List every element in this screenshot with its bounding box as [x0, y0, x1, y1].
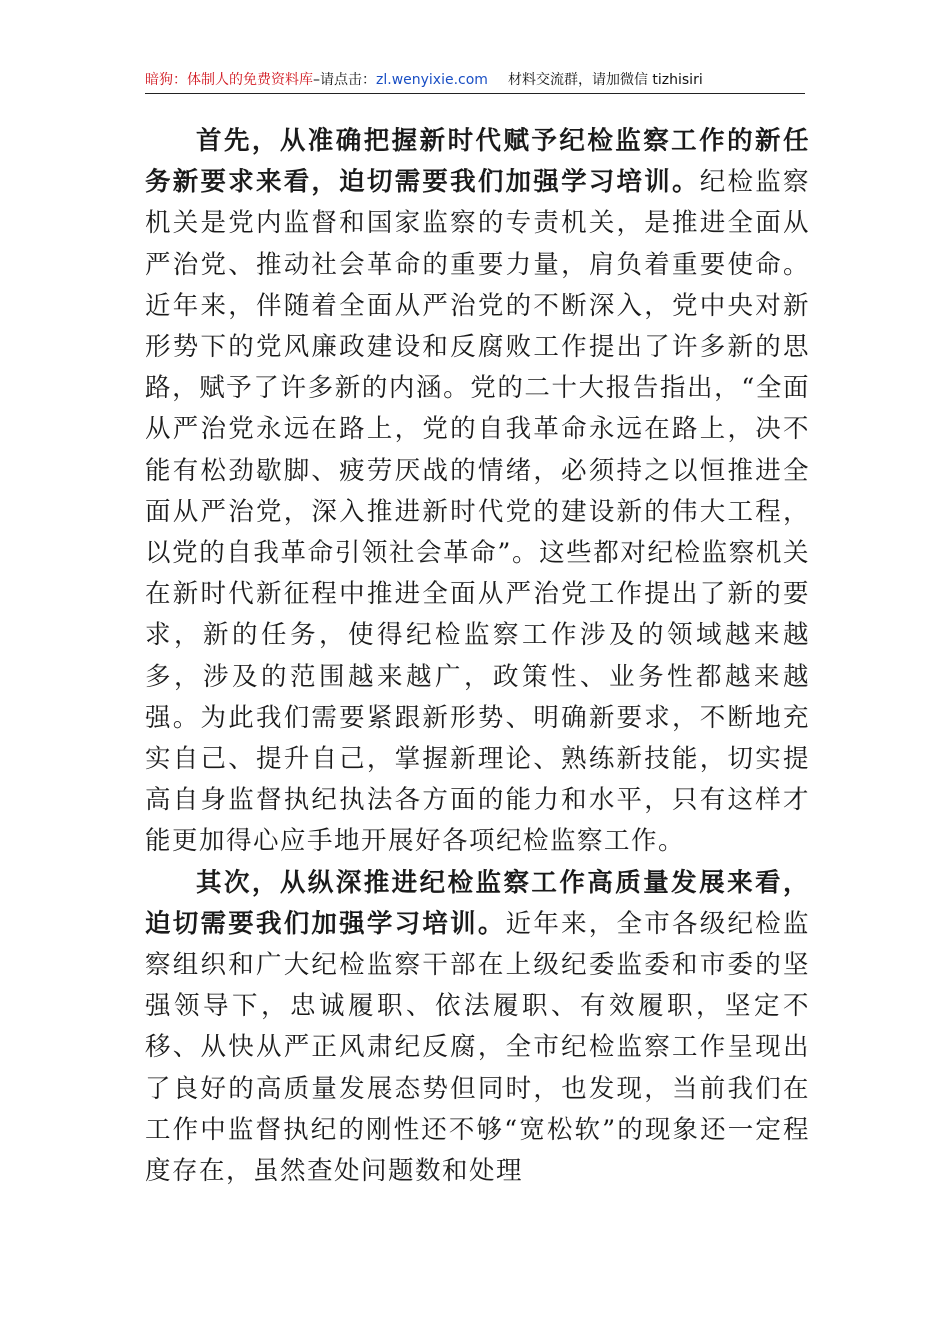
- paragraph-1-lead: 首先，从准确把握新时代赋予纪检监察工作的新任务新要求来看，迫切需要我们加强学习培训。: [145, 126, 810, 198]
- paragraph-2-body: 近年来，全市各级纪检监察组织和广大纪检监察干部在上级纪委监委和市委的坚强领导下，忠诚履职、依法履职、有效履职，坚定不移、从快从严正风肃纪反腐，全市纪检监察工作呈现出了良好的高质量发展态势但同时，也发现，当前我们在工作中监督执纪的刚性还不够“宽松软”的现象还一定程度存在，虽然查处问题数和处理: [145, 908, 810, 1187]
- paragraph-2-lead: 其次，从纵深推进纪检监察工作高质量发展来看，迫切需要我们加强学习培训。: [145, 867, 810, 939]
- header-brand: 暗狗：体制人的免费资料库: [145, 72, 313, 88]
- header-group-note: 材料交流群，请加微信 tizhisiri: [507, 72, 703, 88]
- paragraph-1-body: 纪检监察机关是党内监督和国家监察的专责机关，是推进全面从严治党、推动社会革命的重要力量，肩负着重要使命。近年来，伴随着全面从严治党的不断深入，党中央对新形势下的党风廉政建设和反腐败工作提出了许多新的思路，赋予了许多新的内涵。党的二十大报告指出，“全面从严治党永远在路上，党的自我革命永远在路上，决不能有松劲歇脚、疲劳厌战的情绪，必须持之以恒推进全面从严治党，深入推进新时代党的建设新的伟大工程，以党的自我革命引领社会革命”。这些都对纪检监察机关在新时代新征程中推进全面从严治党工作提出了新的要求，新的任务，使得纪检监察工作涉及的领域越来越多，涉及的范围越来越广，政策性、业务性都越来越强。为此我们需要紧跟新形势、明确新要求，不断地充实自己、提升自己，掌握新理论、熟练新技能，切实提高自身监督执纪执法各方面的能力和水平，只有这样才能更加得心应手地开展好各项纪检监察工作。: [145, 167, 810, 857]
- header-url-link[interactable]: zl.wenyixie.com: [376, 72, 488, 88]
- document-body: [145, 121, 810, 1192]
- page-header: [145, 66, 805, 94]
- paragraph-2: [145, 863, 810, 1193]
- header-prompt: –请点击：: [313, 72, 376, 88]
- paragraph-1: [145, 121, 810, 863]
